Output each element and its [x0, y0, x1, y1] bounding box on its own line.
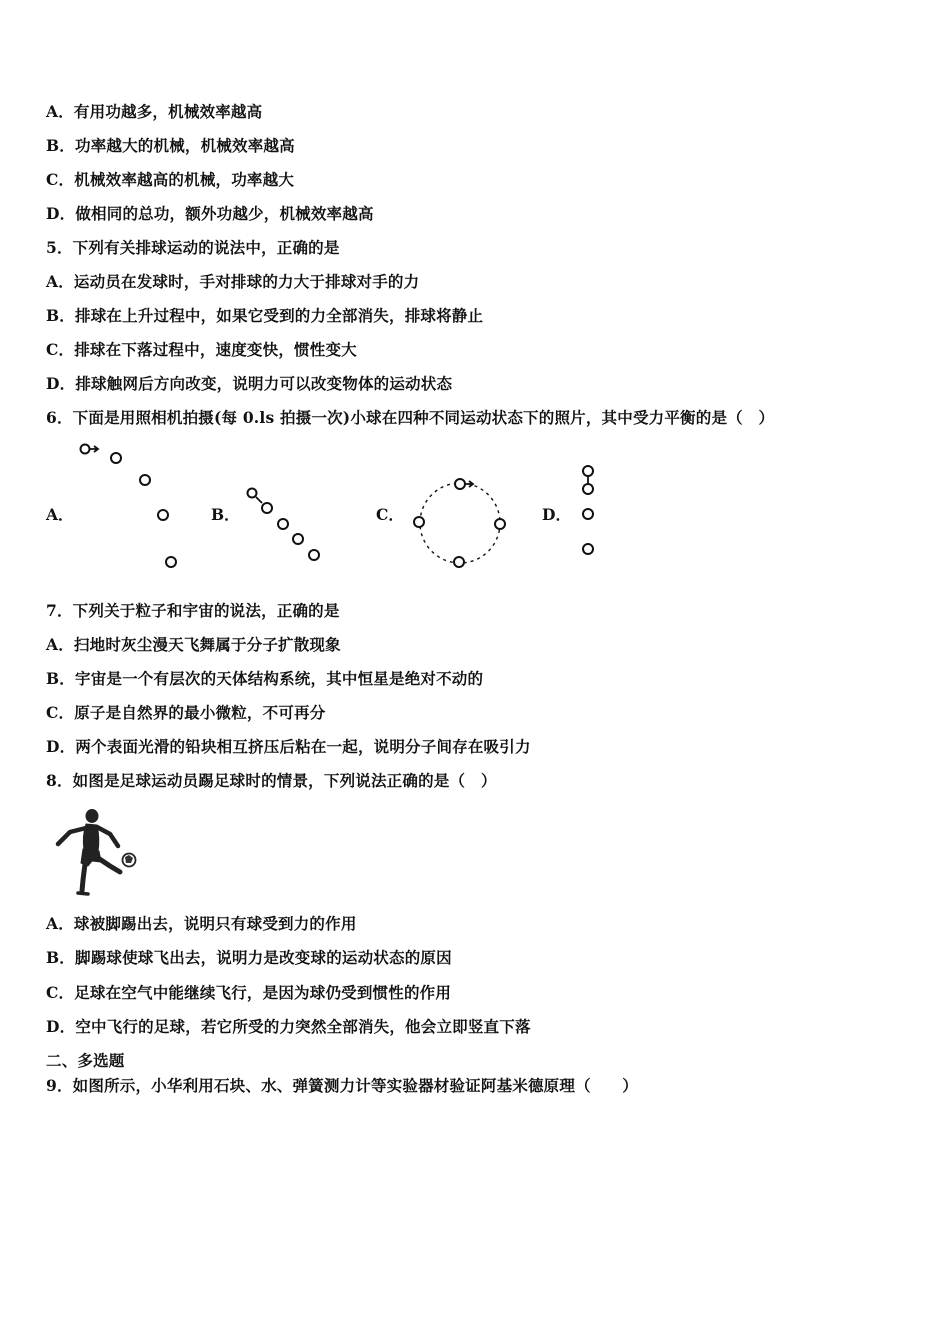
q6-figure-b: [238, 480, 328, 570]
q7-stem: 7．下列关于粒子和宇宙的说法，正确的是: [46, 601, 340, 620]
q8-stem: 8．如图是足球运动员踢足球时的情景，下列说法正确的是（ ）: [46, 771, 497, 790]
q6-figure-a: [70, 438, 190, 578]
q6-figure-label-b: B．: [211, 505, 240, 524]
q4-option-a: A．有用功越多，机械效率越高: [46, 102, 263, 121]
q6-figure-d: [572, 460, 612, 570]
q8-option-b: B．脚踢球使球飞出去，说明力是改变球的运动状态的原因: [46, 948, 452, 967]
section2-title: 二、多选题: [46, 1051, 125, 1070]
q7-option-b: B．宇宙是一个有层次的天体结构系统，其中恒星是绝对不动的: [46, 669, 484, 688]
q5-option-c: C．排球在下落过程中，速度变快，惯性变大: [46, 340, 357, 359]
q9-stem: 9．如图所示，小华利用石块、水、弹簧测力计等实验器材验证阿基米德原理（ ）: [46, 1076, 638, 1095]
q5-option-a: A．运动员在发球时，手对排球的力大于排球对手的力: [46, 272, 420, 291]
q6-stem: 6．下面是用照相机拍摄(每 0.ls 拍摄一次)小球在四种不同运动状态下的照片，其中受力平衡的是（ ）: [46, 408, 775, 427]
q7-option-a: A．扫地时灰尘漫天飞舞属于分子扩散现象: [46, 635, 341, 654]
q7-option-d: D．两个表面光滑的铅块相互挤压后粘在一起，说明分子间存在吸引力: [46, 737, 531, 756]
q8-option-a: A．球被脚踢出去，说明只有球受到力的作用: [46, 914, 357, 933]
q6-figure-label-a: A．: [46, 505, 74, 524]
q5-stem: 5．下列有关排球运动的说法中，正确的是: [46, 238, 340, 257]
q6-figure-c: [405, 470, 515, 580]
q4-option-c: C．机械效率越高的机械，功率越大: [46, 170, 295, 189]
q7-option-c: C．原子是自然界的最小微粒，不可再分: [46, 703, 326, 722]
q6-figure-label-c: C．: [376, 505, 404, 524]
q5-option-d: D．排球触网后方向改变，说明力可以改变物体的运动状态: [46, 374, 453, 393]
q6-figure-label-d: D．: [542, 505, 571, 524]
q8-soccer-player-figure: [52, 808, 142, 898]
q8-option-c: C．足球在空气中能继续飞行，是因为球仍受到惯性的作用: [46, 983, 452, 1002]
q8-option-d: D．空中飞行的足球，若它所受的力突然全部消失，他会立即竖直下落: [46, 1017, 531, 1036]
q5-option-b: B．排球在上升过程中，如果它受到的力全部消失，排球将静止: [46, 306, 484, 325]
q4-option-b: B．功率越大的机械，机械效率越高: [46, 136, 295, 155]
q4-option-d: D．做相同的总功，额外功越少，机械效率越高: [46, 204, 374, 223]
